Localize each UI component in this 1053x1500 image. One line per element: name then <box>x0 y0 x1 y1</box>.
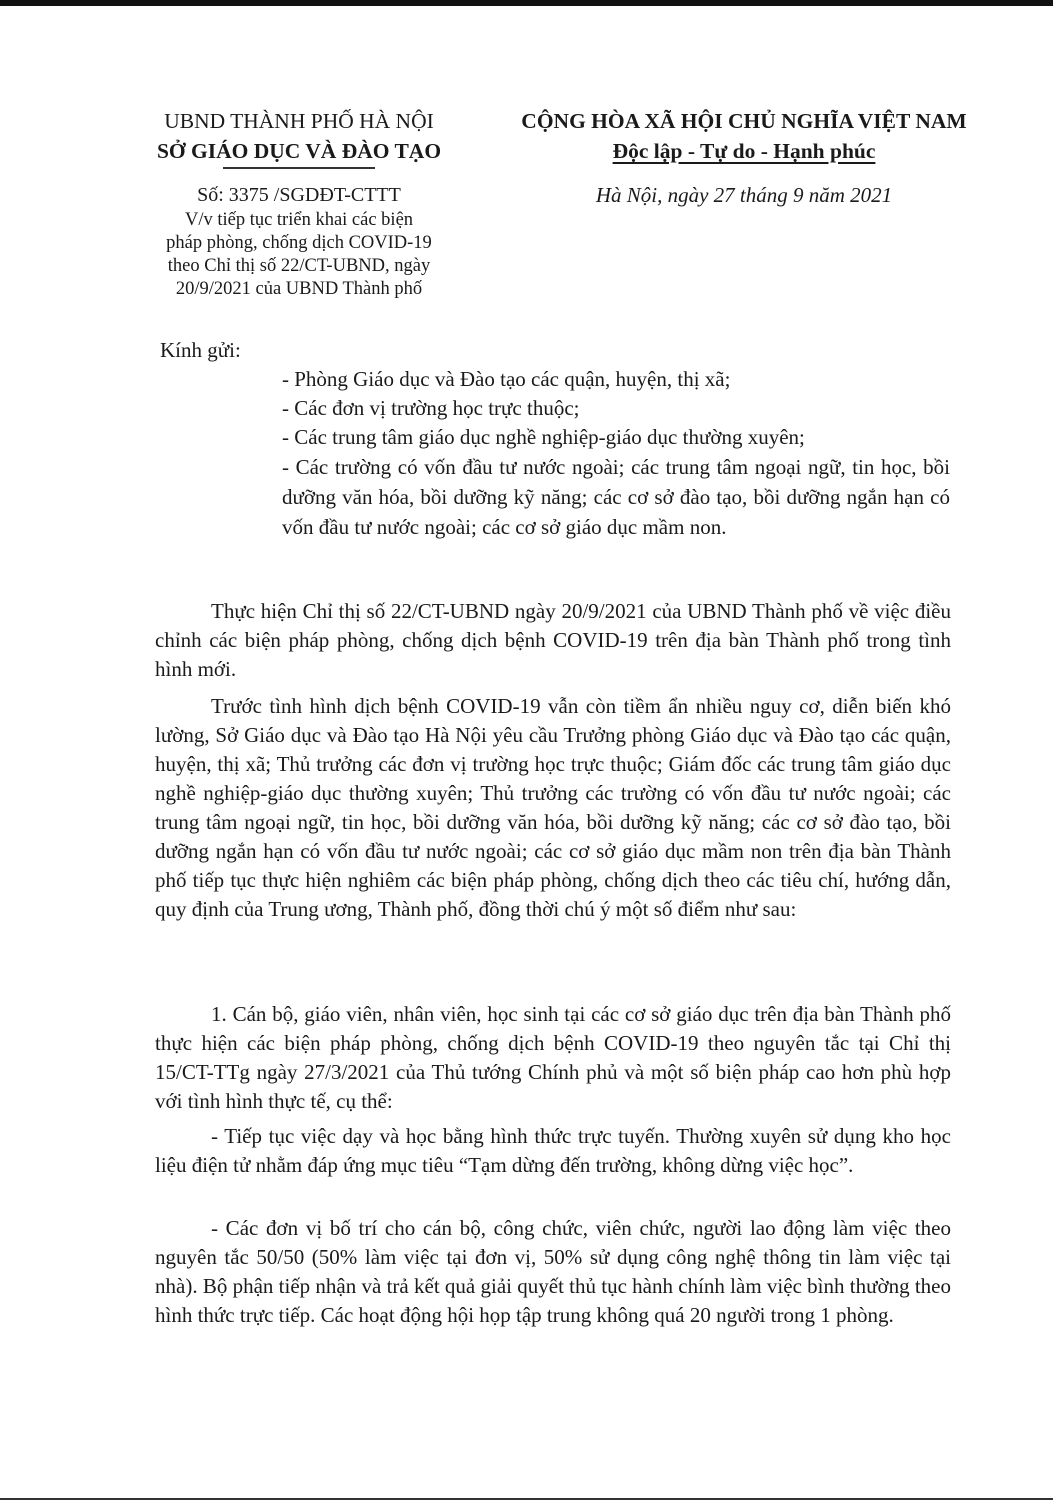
recipient-item: - Các trung tâm giáo dục nghề nghiệp-giáo dục thường xuyên; <box>282 425 805 449</box>
national-motto: Độc lập - Tự do - Hạnh phúc <box>612 139 876 163</box>
document-number: Số: 3375 /SGDĐT-CTTT <box>197 183 401 206</box>
header-left <box>140 106 458 301</box>
subject-line-4: 20/9/2021 của UBND Thành phố <box>175 278 423 299</box>
header-underline <box>223 167 375 169</box>
paragraph-bullet-online <box>155 1122 951 1180</box>
paragraph-request <box>155 692 951 924</box>
paragraph-intro <box>155 597 951 684</box>
paragraph-text: Thực hiện Chỉ thị số 22/CT-UBND ngày 20/9/2021 của UBND Thành phố về việc điều chỉnh các biện pháp phòng, chống dịch bệnh COVID-19 trên địa bàn Thành phố trong tình hình mới. <box>155 599 951 681</box>
paragraph-text: 1. Cán bộ, giáo viên, nhân viên, học sinh tại các cơ sở giáo dục trên địa bàn Thành phố thực hiện các biện pháp phòng, chống dịch bệnh COVID-19 theo nguyên tắc tại Chỉ thị 15/CT-TTg ngày 27/3/2021 của Thủ tướng Chính phủ và một số biện pháp cao hơn phù hợp với tình hình thực tế, cụ thể: <box>155 1002 951 1113</box>
paragraph-item-1 <box>155 1000 951 1116</box>
recipient-item: - Các trường có vốn đầu tư nước ngoài; các trung tâm ngoại ngữ, tin học, bồi dưỡng văn hóa, bồi dưỡng kỹ năng; các cơ sở đào tạo, bồi dưỡng ngắn hạn có vốn đầu tư nước ngoài; các cơ sở giáo dục mầm non. <box>282 455 950 539</box>
subject-line-2: pháp phòng, chống dịch COVID-19 <box>166 232 432 253</box>
header-right <box>518 106 970 210</box>
top-border <box>0 0 1053 6</box>
paragraph-bullet-5050 <box>155 1214 951 1330</box>
paragraph-text: - Các đơn vị bố trí cho cán bộ, công chức, viên chức, người lao động làm việc theo nguyên tắc 50/50 (50% làm việc tại đơn vị, 50% sử dụng công nghệ thông tin làm việc tại nhà). Bộ phận tiếp nhận và trả kết quả giải quyết thủ tục hành chính làm việc bình thường theo hình thức trực tiếp. Các hoạt động hội họp tập trung không quá 20 người trong 1 phòng. <box>155 1216 951 1327</box>
place-date: Hà Nội, ngày 27 tháng 9 năm 2021 <box>595 183 893 207</box>
national-title: CỘNG HÒA XÃ HỘI CHỦ NGHĨA VIỆT NAM <box>521 109 967 133</box>
subject-line-1: V/v tiếp tục triển khai các biện <box>184 209 414 230</box>
issuing-authority: UBND THÀNH PHỐ HÀ NỘI <box>164 109 434 133</box>
paragraph-text: - Tiếp tục việc dạy và học bằng hình thức trực tuyến. Thường xuyên sử dụng kho học liệu điện tử nhằm đáp ứng mục tiêu “Tạm dừng đến trường, không dừng việc học”. <box>155 1124 951 1177</box>
salutation: Kính gửi: <box>160 338 241 362</box>
issuing-department: SỞ GIÁO DỤC VÀ ĐÀO TẠO <box>156 139 442 163</box>
subject-line-3: theo Chỉ thị số 22/CT-UBND, ngày <box>167 255 431 276</box>
recipient-item: - Các đơn vị trường học trực thuộc; <box>282 396 580 420</box>
recipient-item: - Phòng Giáo dục và Đào tạo các quận, huyện, thị xã; <box>282 367 731 391</box>
paragraph-text: Trước tình hình dịch bệnh COVID-19 vẫn còn tiềm ẩn nhiều nguy cơ, diễn biến khó lường, Sở Giáo dục và Đào tạo Hà Nội yêu cầu Trưởng phòng Giáo dục và Đào tạo các quận, huyện, thị xã; Thủ trưởng các đơn vị trường học trực thuộc; Giám đốc các trung tâm giáo dục nghề nghiệp-giáo dục thường xuyên; Thủ trưởng các trường có vốn đầu tư nước ngoài; các trung tâm ngoại ngữ, tin học, bồi dưỡng văn hóa, bồi dưỡng kỹ năng; các cơ sở đào tạo, bồi dưỡng ngắn hạn có vốn đầu tư nước ngoài; các cơ sở giáo dục mầm non trên địa bàn Thành phố tiếp tục thực hiện nghiêm các biện pháp phòng, chống dịch theo các tiêu chí, hướng dẫn, quy định của Trung ương, Thành phố, đồng thời chú ý một số điểm như sau: <box>155 694 951 921</box>
